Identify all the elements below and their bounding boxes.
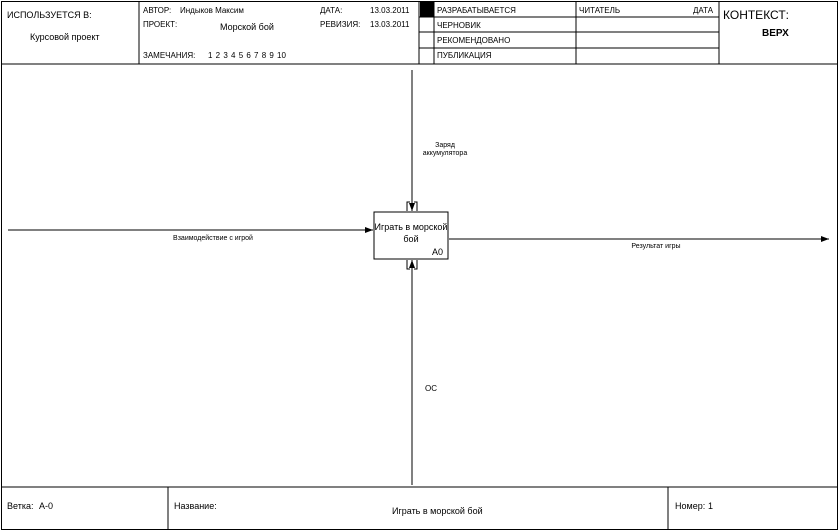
title-value: Играть в морской бой (392, 506, 483, 516)
notes-label: ЗАМЕЧАНИЯ: (143, 51, 196, 60)
status-draft: ЧЕРНОВИК (437, 21, 481, 30)
mechanism-label: ОС (425, 384, 437, 393)
control-label: Заряд аккумулятора (422, 142, 468, 157)
date-value: 13.03.2011 (370, 6, 410, 15)
reader-date-label: ДАТА (693, 6, 714, 15)
status-recommended: РЕКОМЕНДОВАНО (437, 36, 511, 45)
notes-numbers: 1 2 3 4 5 6 7 8 9 10 (208, 51, 286, 60)
project-value: Морской бой (220, 22, 274, 32)
project-label: ПРОЕКТ: (143, 20, 178, 29)
activity-id: A0 (432, 247, 444, 257)
date-label: ДАТА: (320, 6, 343, 15)
author-label: АВТОР: (143, 6, 172, 15)
used-in-label: ИСПОЛЬЗУЕТСЯ В: (7, 10, 92, 20)
reader-label: ЧИТАТЕЛЬ (579, 6, 621, 15)
revision-value: 13.03.2011 (370, 20, 410, 29)
context-label: КОНТЕКСТ: (723, 8, 789, 22)
used-in-value: Курсовой проект (30, 32, 100, 42)
output-label: Результат игры (631, 243, 681, 250)
number-value: 1 (708, 501, 714, 511)
status-developing: РАЗРАБАТЫВАЕТСЯ (437, 6, 516, 15)
number-label: Номер: (675, 501, 706, 511)
context-value: ВЕРХ (762, 28, 789, 39)
author-value: Индыков Максим (180, 6, 244, 15)
revision-label: РЕВИЗИЯ: (320, 20, 361, 29)
control-tunnel-right (414, 202, 417, 211)
activity-title: Играть в морской бой (374, 222, 448, 244)
mechanism-tunnel-left (407, 260, 410, 269)
outer-border (2, 2, 838, 530)
control-tunnel-left (407, 202, 410, 211)
input-label: Взаимодействие с игрой (173, 235, 253, 242)
mechanism-tunnel-right (414, 260, 417, 269)
active-status-marker (420, 2, 434, 17)
node-value: A-0 (39, 501, 54, 511)
title-label: Название: (174, 501, 217, 511)
node-label: Ветка: (7, 501, 34, 511)
status-publication: ПУБЛИКАЦИЯ (437, 51, 492, 60)
